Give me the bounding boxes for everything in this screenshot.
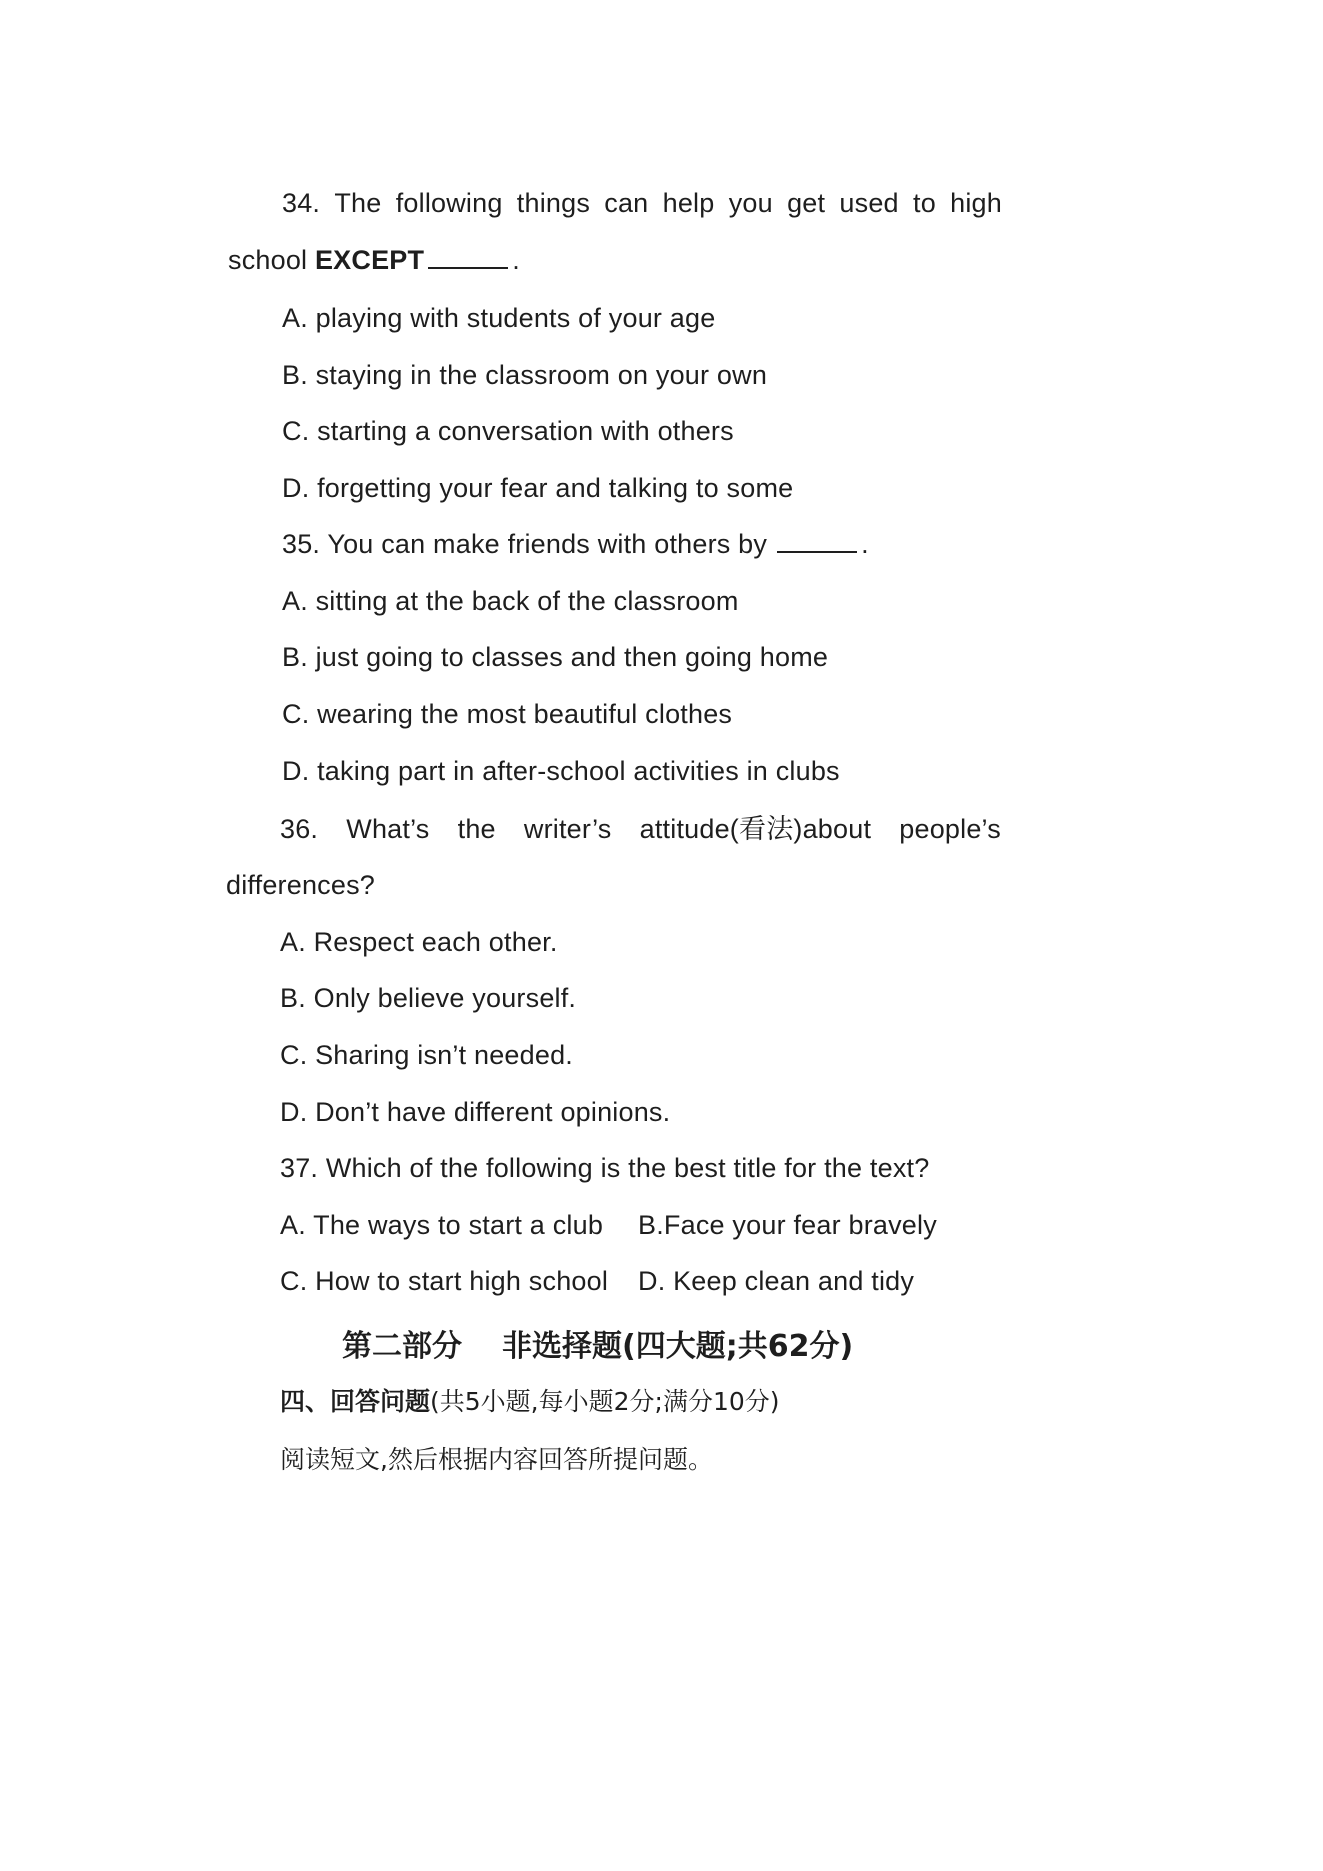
q34-word: The: [334, 188, 382, 218]
q36-option-c: C. Sharing isn’t needed.: [280, 1040, 573, 1070]
q35-option-b: B. just going to classes and then going home: [282, 642, 829, 672]
q35-option-c: C. wearing the most beautiful clothes: [282, 699, 733, 729]
section4-heading-label: 四、回答问题: [280, 1387, 431, 1416]
q34-word: following: [395, 188, 503, 218]
q36-word: people’s: [899, 814, 1001, 844]
q37-option-b: B.Face your fear bravely: [638, 1210, 937, 1240]
q34-answer-blank: [428, 245, 508, 269]
q35-stem: [282, 527, 869, 561]
q36-word: writer’s: [523, 814, 612, 844]
q36-option-a: A. Respect each other.: [280, 927, 558, 957]
q35-stem-text: 35. You can make friends with others by: [282, 529, 768, 559]
q36-option-b: B. Only believe yourself.: [280, 983, 577, 1013]
q36-stem-line1: [280, 812, 1001, 846]
q36-word: attitude(看法)about: [639, 814, 872, 844]
q34-stem-text: school: [228, 245, 315, 275]
q37-option-a: A. The ways to start a club: [280, 1210, 604, 1240]
q35-stem-period: .: [861, 529, 869, 559]
q37-option-c: C. How to start high school: [280, 1266, 609, 1296]
q34-word: get: [787, 188, 826, 218]
q36-option-d: D. Don’t have different opinions.: [280, 1097, 671, 1127]
section4-heading: [280, 1382, 780, 1418]
q36-word: What’s: [346, 814, 430, 844]
q34-word: high: [950, 188, 1002, 218]
q34-option-b: B. staying in the classroom on your own: [282, 360, 768, 390]
q34-stem-line1: [282, 186, 1002, 220]
q37-stem: 37. Which of the following is the best title for the text?: [280, 1153, 930, 1183]
q34-option-a: A. playing with students of your age: [282, 303, 716, 333]
q36-stem-line2: differences?: [226, 870, 376, 900]
q34-stem-period: .: [512, 245, 520, 275]
q34-word: help: [662, 188, 715, 218]
q35-option-d: D. taking part in after-school activities in clubs: [282, 756, 840, 786]
q34-word: used: [839, 188, 899, 218]
q34-option-c: C. starting a conversation with others: [282, 416, 734, 446]
q34-word: things: [516, 188, 591, 218]
q35-answer-blank: [777, 529, 857, 553]
q35-option-a: A. sitting at the back of the classroom: [282, 586, 739, 616]
q34-word: can: [604, 188, 649, 218]
q34-except-keyword: EXCEPT: [314, 245, 425, 275]
q34-word: you: [728, 188, 773, 218]
section4-instruction: 阅读短文,然后根据内容回答所提问题。: [280, 1445, 713, 1474]
q34-word: 34.: [282, 188, 321, 218]
q36-word: the: [457, 814, 496, 844]
section4-heading-note: (共5小题,每小题2分;满分10分): [430, 1387, 780, 1416]
part2-title-left: 第二部分: [342, 1329, 462, 1364]
q34-word: to: [913, 188, 936, 218]
q36-word: 36.: [280, 814, 319, 844]
part2-title: [342, 1321, 853, 1365]
q34-stem-line2: [228, 243, 520, 277]
part2-title-right: 非选择题(四大题;共62分): [502, 1329, 854, 1364]
q37-option-d: D. Keep clean and tidy: [638, 1266, 915, 1296]
q34-option-d: D. forgetting your fear and talking to some: [282, 473, 794, 503]
